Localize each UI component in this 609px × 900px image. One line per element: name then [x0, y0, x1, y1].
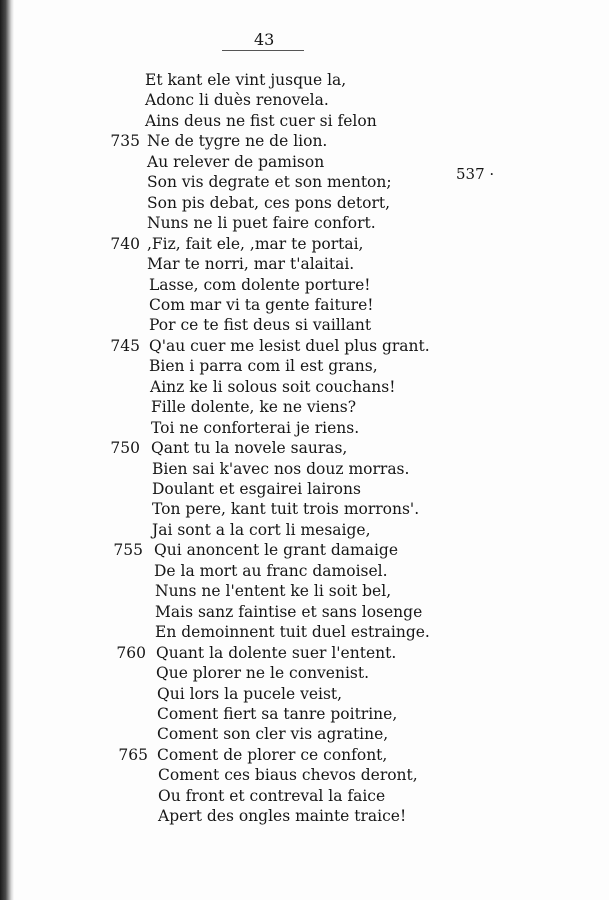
verse-line: Apert des ongles mainte traice! — [158, 807, 407, 825]
verse-line: Son vis degrate et son menton; — [147, 173, 392, 191]
verse-line: Coment son cler vis agratine, — [157, 725, 389, 743]
verse-line: Ton pere, kant tuit trois morrons'. — [152, 500, 420, 518]
verse-line: Q'au cuer me lesist duel plus grant. — [149, 337, 430, 355]
verse-line: Au relever de pamison — [147, 153, 325, 171]
book-spine-shadow — [0, 0, 14, 900]
verse-line: Qui anoncent le grant damaige — [154, 541, 399, 559]
verse-line: Coment fiert sa tanre poitrine, — [157, 705, 398, 723]
verse-line: Lasse, com dolente porture! — [149, 276, 371, 294]
verse-line: Adonc li duès renovela. — [145, 91, 329, 109]
verse-line: Bien i parra com il est grans, — [149, 357, 378, 375]
verse-line-number: 745 — [110, 337, 140, 355]
verse-line-number: 755 — [113, 541, 143, 559]
verse-line: Son pis debat, ces pons detort, — [147, 194, 391, 212]
verse-line: Doulant et esgairei lairons — [152, 480, 361, 498]
verse-line: ,Fiz, fait ele, ,mar te portai, — [147, 235, 364, 253]
verse-line: Que plorer ne le convenist. — [156, 664, 370, 682]
verse-line: Coment ces biaus chevos deront, — [158, 766, 418, 784]
margin-note: 537 · — [456, 165, 495, 183]
verse-line: Coment de plorer ce confont, — [157, 746, 388, 764]
verse-line: Ains deus ne fist cuer si felon — [145, 112, 377, 130]
verse-line: Fille dolente, ke ne viens? — [151, 398, 357, 416]
verse-line: Nuns ne l'entent ke li soit bel, — [155, 582, 392, 600]
verse-line: De la mort au franc damoisel. — [154, 562, 388, 580]
verse-line-number: 740 — [110, 235, 140, 253]
verse-line: Jai sont a la cort li mesaige, — [152, 521, 371, 539]
page-number: 43 — [254, 30, 275, 49]
verse-line: En demoinnent tuit duel estrainge. — [155, 623, 430, 641]
verse-line: Nuns ne li puet faire confort. — [147, 214, 376, 232]
verse-line: Com mar vi ta gente faiture! — [149, 296, 374, 314]
verse-line: Mais sanz faintise et sans losenge — [155, 603, 423, 621]
verse-line-number: 760 — [116, 644, 146, 662]
verse-line: Ne de tygre ne de lion. — [147, 132, 328, 150]
verse-line-number: 735 — [110, 132, 140, 150]
verse-line: Qui lors la pucele veist, — [157, 685, 343, 703]
verse-line: Quant la dolente suer l'entent. — [156, 644, 397, 662]
verse-line-number: 765 — [118, 746, 148, 764]
verse-line: Por ce te fist deus si vaillant — [149, 316, 372, 334]
verse-line: Et kant ele vint jusque la, — [145, 71, 347, 89]
verse-line-number: 750 — [110, 439, 140, 457]
verse-line: Bien sai k'avec nos douz morras. — [152, 460, 410, 478]
verse-line: Ainz ke li solous soit couchans! — [150, 378, 396, 396]
verse-line: Toi ne conforterai je riens. — [151, 419, 360, 437]
page-number-rule — [222, 50, 304, 51]
verse-line: Ou front et contreval la faice — [158, 787, 386, 805]
verse-line: Mar te norri, mar t'alaitai. — [147, 255, 355, 273]
verse-line: Qant tu la novele sauras, — [151, 439, 348, 457]
